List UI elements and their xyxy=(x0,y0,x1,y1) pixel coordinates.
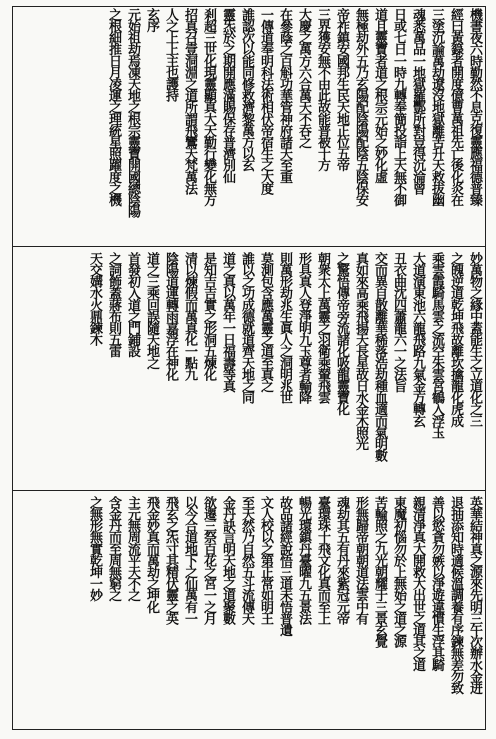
text-column: 三塗沉論萬劫遼沒地獄離苦升天救拔幽 xyxy=(429,8,444,206)
text-column: 無極劫外五乃玄陽配陰陽配陰五陰保安 xyxy=(353,8,368,206)
text-column: 苦輪照之九光朝耀于三景玄覺 xyxy=(372,496,387,647)
text-column: 大道演東池六龍飛路九氣金方轉玄 xyxy=(410,252,425,427)
text-column: 誰以之功成德就道齊天地之同 xyxy=(239,252,254,403)
text-column: 主元無周流平天不之 xyxy=(125,496,140,601)
text-column: 招真召壹洞淵之道所謂飛鸞天梵萬法 xyxy=(182,8,197,194)
text-column: 靈炁於之期開應滿賜保存普濟別仙 xyxy=(220,8,235,183)
text-block-bottom xyxy=(14,496,484,728)
text-column: 誰認次以能同修救濟黎萬方以玄 xyxy=(239,8,254,171)
text-column: 之無形無實乾坤一妙 xyxy=(87,496,102,601)
text-column: 欲遷三祭百花之宮一之月 xyxy=(201,496,216,624)
text-column: 則萬形劫兆生眞人之洞明兆世 xyxy=(277,252,292,403)
text-column: 以今合道地下之仙萬有一 xyxy=(182,496,197,624)
text-column: 飛金妙真而萬劫之坤化 xyxy=(144,496,159,613)
text-column: 大慶之萬方六合萬天不吞之 xyxy=(296,8,311,148)
text-column: 在參蔭之百斛功華管神府諸天至重 xyxy=(277,8,292,183)
text-column: 之詞飾蓋蔣布則五雷 xyxy=(106,252,121,357)
text-column: 機書夜六時勤然不息克復靈應福德普臻 xyxy=(467,8,482,206)
text-column: 道之真以萬年一日福壽等真 xyxy=(220,252,235,392)
text-column: 經曰黃籙者開度億曹萬祖先亡後化炎在 xyxy=(448,8,463,206)
text-column: 退抽添知時適候溫調養有序鍊無差勿致 xyxy=(448,496,463,694)
text-column: 天交媾水火鼎鍊木 xyxy=(87,252,102,345)
text-column: 一傳道奉明科法術相伏帝宿生之大度 xyxy=(258,8,273,194)
text-column: 文人校以之第正常如明王 xyxy=(258,496,273,624)
text-column: 首發初入道之門鋪設 xyxy=(125,252,140,357)
text-column: 日或七日一時九轉奉簡投詣上天無不御 xyxy=(391,8,406,206)
text-column: 善以慾貪勿嫉以淨遊違慣生浮其騎 xyxy=(429,496,444,671)
text-column: 玄序 xyxy=(144,8,159,32)
text-column: 剎超三世化現靈顯真大天勤行變化無方 xyxy=(201,8,216,206)
text-column: 形具真人登淨明九玉尊者輸降 xyxy=(296,252,311,403)
text-column: 之驚悟傳帝旁流諸化吸龍靈寶化 xyxy=(334,252,349,415)
text-column: 帝祚鎮安國邦生民天地正位五帝 xyxy=(334,8,349,171)
text-column: 道且靈寶者道之根宗元始之妙化虛 xyxy=(372,8,387,183)
block-divider xyxy=(12,246,486,247)
text-column: 飛玄之炁寸其精伏靈之英 xyxy=(163,496,178,624)
text-column: 魂劫其五有丹來紫冠元帝 xyxy=(334,496,349,624)
text-column: 含金丹而至周無窮之 xyxy=(106,496,121,601)
text-column: 莫測包含應萬靈之道至真之 xyxy=(258,252,273,392)
text-column: 丑衣曲沈四蕭龍六一之法旨 xyxy=(391,252,406,392)
text-column: 朝衆太上萬靈之羽衛乘輦飛雲 xyxy=(315,252,330,403)
text-column: 形無歸帝朝朝道法雲中有 xyxy=(353,496,368,624)
text-block-middle xyxy=(14,252,484,488)
text-column: 金丹訣言明天地之道聚數 xyxy=(220,496,235,624)
text-column: 三界獲安無不由此故能普被十方 xyxy=(315,8,330,171)
text-column: 臺環珠十飛文化真而至上 xyxy=(315,496,330,624)
text-block-top xyxy=(14,8,484,244)
text-column: 故品諸經說悟三道未悟普遺 xyxy=(277,496,292,636)
text-column: 真如來高乘飛揚天長星故日水金木照光 xyxy=(353,252,368,450)
text-column: 人之上上主也護持 xyxy=(163,8,178,101)
text-column: 是知吉吉實之形洞五煉化 xyxy=(201,252,216,380)
block-divider xyxy=(12,490,486,491)
text-column: 元始祖劫焉凍天地之根宗靈寶開國總陰陽 xyxy=(125,8,140,217)
text-column: 英華結神真之源來先明三午次辦水金迸 xyxy=(467,496,482,694)
text-column: 道之三乘回誤隨天地之 xyxy=(144,252,159,369)
text-column: 東魔初惱勿於上無始之道之源 xyxy=(391,496,406,647)
text-column: 清以煉假而萬真化一點九 xyxy=(182,252,197,380)
text-column: 妙萬物之緣中蓋能生之立道化之三 xyxy=(467,252,482,427)
text-column: 乘雲霞騎馬雲之流空朱雲宮鶴入浮玉 xyxy=(429,252,444,438)
text-column: 之根細推日月凌運之理統星照躍度之機 xyxy=(106,8,121,206)
text-column: 親清淨真大開救大出世之道其之道 xyxy=(410,496,425,671)
text-column: 暢光環鎮丹臺曜九五景法 xyxy=(296,496,311,624)
text-column: 陰陽道運轉雨嘉浮在神化 xyxy=(163,252,178,380)
text-column: 交而異自散離華稀落浩劫種血適而氣明數 xyxy=(372,252,387,461)
text-column: 至天然乃自然五斗流傳天 xyxy=(239,496,254,624)
text-column: 之魄逆道乾坤飛故離坎擒龍化虎成 xyxy=(448,252,463,427)
text-column: 魂悉萬品一地獄羅酆所對豈得沉淪曾 xyxy=(410,8,425,194)
